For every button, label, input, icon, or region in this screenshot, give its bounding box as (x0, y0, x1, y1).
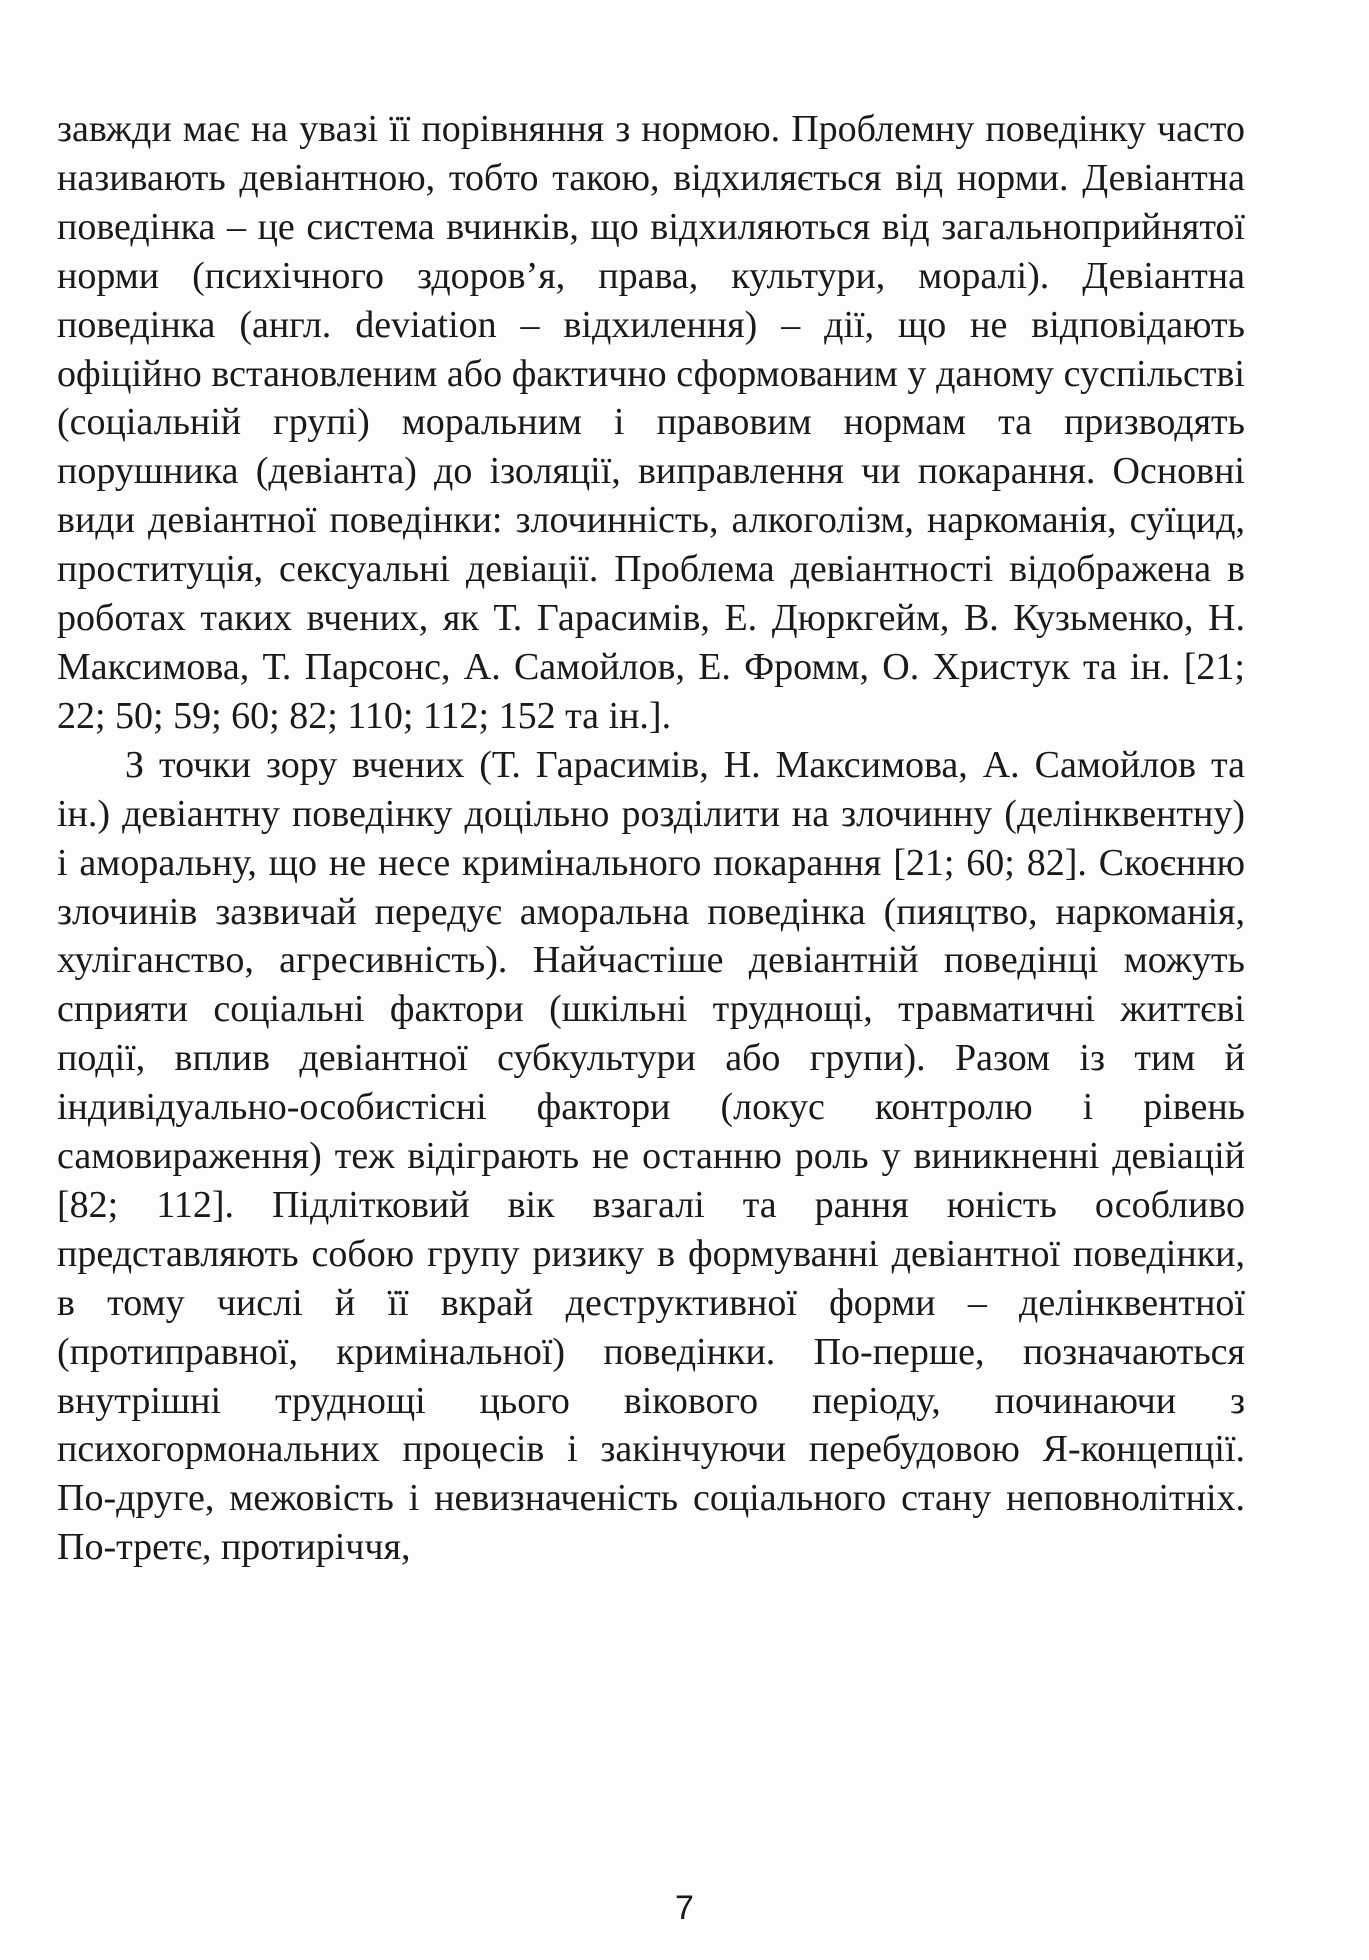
paragraph-continued: завжди має на увазі її порівняння з нормою. Проблемну поведінку часто називають девіантною, тобто такою, відхиляється від норми. Девіантна поведінка – це система вчинків, що відхиляються від загальноприйнятої норми (психічного здоров’я, права, культури, моралі). Девіантна поведінка (англ. deviation – відхилення) – дії, що не відповідають офіційно встановленим або фактично сформованим у даному суспільстві (соціальній групі) моральним і правовим нормам та призводять порушника (девіанта) до ізоляції, виправлення чи покарання. Основні види девіантної поведінки: злочинність, алкоголізм, наркоманія, суїцид, проституція, сексуальні девіації. Проблема девіантності відображена в роботах таких вчених, як Т. Гарасимів, Е. Дюркгейм, В. Кузьменко, Н. Максимова, Т. Парсонс, А. Самойлов, Е. Фромм, О. Христук та ін. [21; 22; 50; 59; 60; 82; 110; 112; 152 та ін.]. (57, 108, 1245, 737)
paragraph: З точки зору вчених (Т. Гарасимів, Н. Максимова, А. Самойлов та ін.) девіантну поведінку доцільно розділити на злочинну (делінквентну) і аморальну, що не несе кримінального покарання [21; 60; 82]. Скоєнню злочинів зазвичай передує аморальна поведінка (пияцтво, наркоманія, хуліганство, агресивність). Найчастіше девіантній поведінці можуть сприяти соціальні фактори (шкільні труднощі, травматичні життєві події, вплив девіантної субкультури або групи). Разом із тим й індивідуально-особистісні фактори (локус контролю і рівень самовираження) теж відіграють не останню роль у виникненні девіацій [82; 112]. Підлітковий вік взагалі та рання юність особливо представляють собою групу ризику в формуванні девіантної поведінки, в тому числі й її вкрай деструктивної форми – делінквентної (протиправної, кримінальної) поведінки. По-перше, позначаються внутрішні труднощі цього вікового періоду, починаючи з психогормональних процесів і закінчуючи перебудовою Я-концепції. По-друге, межовість і невизначеність соціального стану неповнолітніх. По-третє, протиріччя, (57, 743, 1245, 1569)
page-number: 7 (675, 1889, 694, 1927)
body-text (57, 105, 1245, 1572)
